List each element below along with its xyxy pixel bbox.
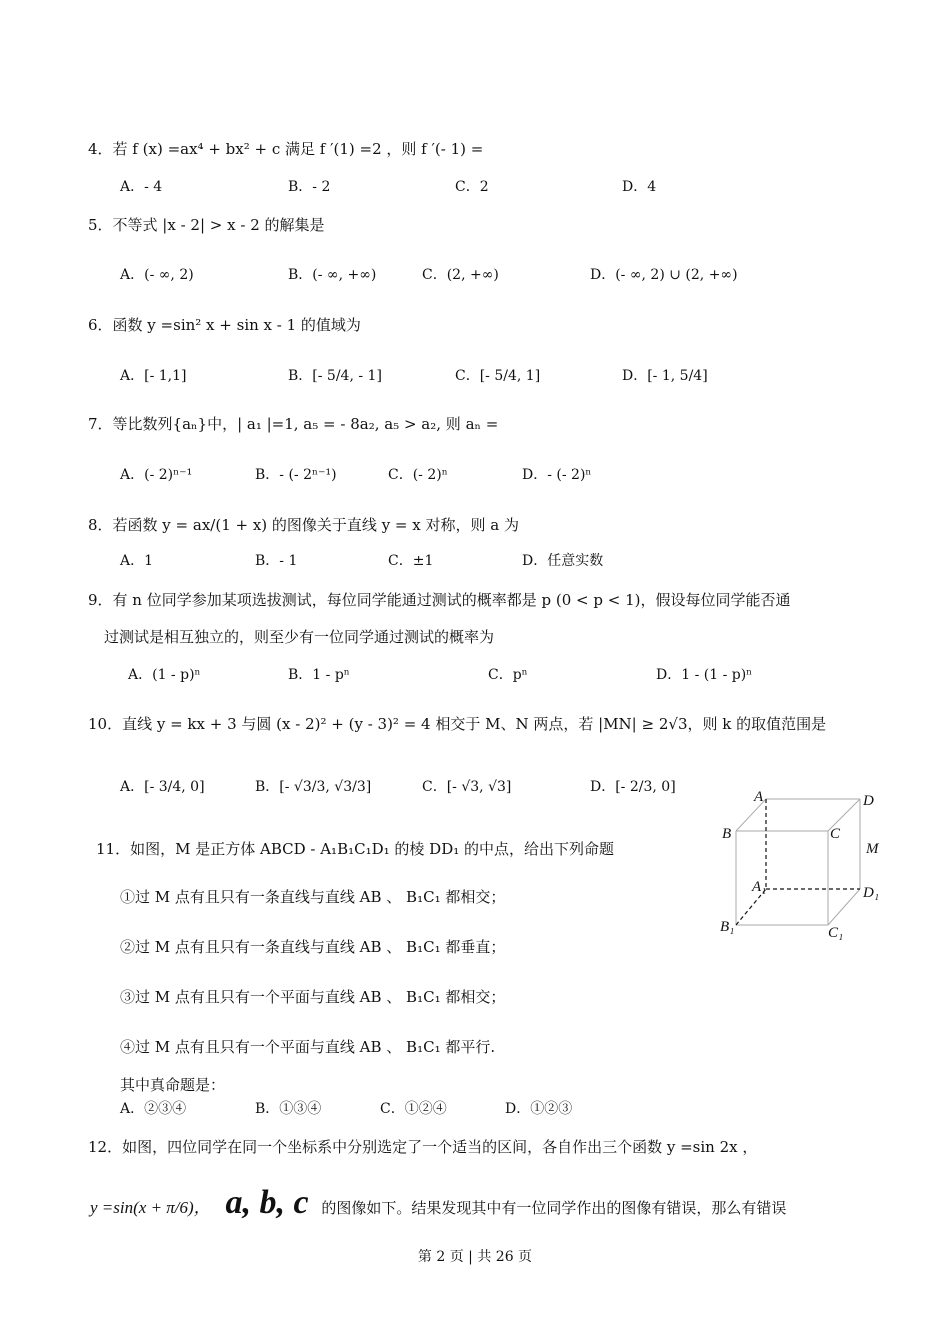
q8-option-a: A．1 xyxy=(120,553,154,569)
q7-option-c: C．(- 2)ⁿ xyxy=(388,467,448,483)
q12-function-expr: y =sin(x + π/6)， xyxy=(90,1198,211,1217)
q11-stem: 11．如图，M 是正方体 ABCD - A₁B₁C₁D₁ 的棱 DD₁ 的中点，给出下列命题 xyxy=(96,840,615,858)
cube-label-b1: B₁ xyxy=(720,919,735,935)
q11-option-a: A．②③④ xyxy=(120,1101,187,1117)
q6-option-c: C．[- 5/4, 1] xyxy=(455,368,541,384)
q10-option-c: C．[- √3, √3] xyxy=(422,779,512,795)
q11-option-b: B．①③④ xyxy=(255,1101,322,1117)
q6-option-d: D．[- 1, 5/4] xyxy=(622,368,708,384)
q4-option-d: D．4 xyxy=(622,179,657,195)
q11-prop-3: ③过 M 点有且只有一个平面与直线 AB 、 B₁C₁ 都相交； xyxy=(120,988,506,1006)
q11-option-c: C．①②④ xyxy=(380,1101,447,1117)
page-footer: 第 2 页 | 共 26 页 xyxy=(417,1249,533,1265)
q4-option-c: C．2 xyxy=(455,179,489,195)
q8-option-d: D．任意实数 xyxy=(522,553,604,569)
q10-option-d: D．[- 2/3, 0] xyxy=(590,779,676,795)
q6-option-a: A．[- 1,1] xyxy=(120,368,187,384)
q6-option-b: B．[- 5/4, - 1] xyxy=(288,368,382,384)
q11-prop-2: ②过 M 点有且只有一条直线与直线 AB 、 B₁C₁ 都垂直； xyxy=(120,938,506,956)
q11-option-d: D．①②③ xyxy=(505,1101,573,1117)
q5-option-d: D．(- ∞, 2) ∪ (2, +∞) xyxy=(590,267,738,283)
q9-option-b: B．1 - pⁿ xyxy=(288,667,350,683)
cube-label-c1: C₁ xyxy=(828,925,844,941)
cube-label-a: A xyxy=(754,789,764,805)
cube-label-d1: D₁ xyxy=(863,885,880,901)
q5-option-b: B．(- ∞, +∞) xyxy=(288,267,377,283)
q4-option-a: A．- 4 xyxy=(120,179,163,195)
cube-label-b: B xyxy=(722,826,732,842)
q12-stem-rest: 的图像如下。结果发现其中有一位同学作出的图像有错误，那么有错误 xyxy=(321,1199,787,1217)
q11-prop-4: ④过 M 点有且只有一个平面与直线 AB 、 B₁C₁ 都平行. xyxy=(120,1038,496,1056)
q5-stem: 5．不等式 |x - 2| > x - 2 的解集是 xyxy=(88,216,325,234)
q8-stem: 8．若函数 y = ax/(1 + x) 的图像关于直线 y = x 对称，则 a 为 xyxy=(88,516,519,534)
q6-stem: 6．函数 y =sin² x + sin x - 1 的值域为 xyxy=(88,316,361,334)
q12-stem-line1: 12．如图，四位同学在同一个坐标系中分别选定了一个适当的区间，各自作出三个函数 y =sin 2x ， xyxy=(88,1138,758,1156)
q4-stem: 4．若 f (x) =ax⁴ + bx² + c 满足 f ′(1) =2 ，则 f ′(- 1) = xyxy=(88,140,484,158)
q11-conclusion: 其中真命题是： xyxy=(120,1076,226,1094)
q7-option-b: B．- (- 2ⁿ⁻¹) xyxy=(255,467,337,483)
q5-option-a: A．(- ∞, 2) xyxy=(120,267,194,283)
cube-label-a1: A₁ xyxy=(752,879,767,895)
q7-stem: 7．等比数列{aₙ}中，| a₁ |=1, a₅ = - 8a₂, a₅ > a₂, 则 aₙ = xyxy=(88,415,499,433)
q11-prop-1: ①过 M 点有且只有一条直线与直线 AB 、 B₁C₁ 都相交； xyxy=(120,888,506,906)
q12-abc-letters: a, b, c xyxy=(225,1184,309,1221)
q12-stem-line2 xyxy=(90,1184,786,1222)
q8-option-b: B．- 1 xyxy=(255,553,298,569)
q9-stem-line2: 过测试是相互独立的，则至少有一位同学通过测试的概率为 xyxy=(104,628,495,646)
q9-option-c: C．pⁿ xyxy=(488,667,528,683)
q9-option-d: D．1 - (1 - p)ⁿ xyxy=(656,667,753,683)
cube-label-c: C xyxy=(830,826,841,842)
q5-option-c: C．(2, +∞) xyxy=(422,267,499,283)
q10-option-a: A．[- 3/4, 0] xyxy=(120,779,205,795)
q9-option-a: A．(1 - p)ⁿ xyxy=(128,667,201,683)
q10-option-b: B．[- √3/3, √3/3] xyxy=(255,779,372,795)
cube-figure xyxy=(718,785,898,945)
q10-stem: 10．直线 y = kx + 3 与圆 (x - 2)² + (y - 3)² = 4 相交于 M、N 两点，若 |MN| ≥ 2√3，则 k 的取值范围是 xyxy=(88,715,827,733)
q8-option-c: C．±1 xyxy=(388,553,434,569)
q4-option-b: B．- 2 xyxy=(288,179,331,195)
q7-option-a: A．(- 2)ⁿ⁻¹ xyxy=(120,467,193,483)
q7-option-d: D．- (- 2)ⁿ xyxy=(522,467,592,483)
cube-label-d: D xyxy=(863,793,874,809)
cube-label-m: M xyxy=(866,841,879,857)
q9-stem-line1: 9．有 n 位同学参加某项选拔测试，每位同学能通过测试的概率都是 p (0 < p < 1)，假设每位同学能否通 xyxy=(88,591,791,609)
